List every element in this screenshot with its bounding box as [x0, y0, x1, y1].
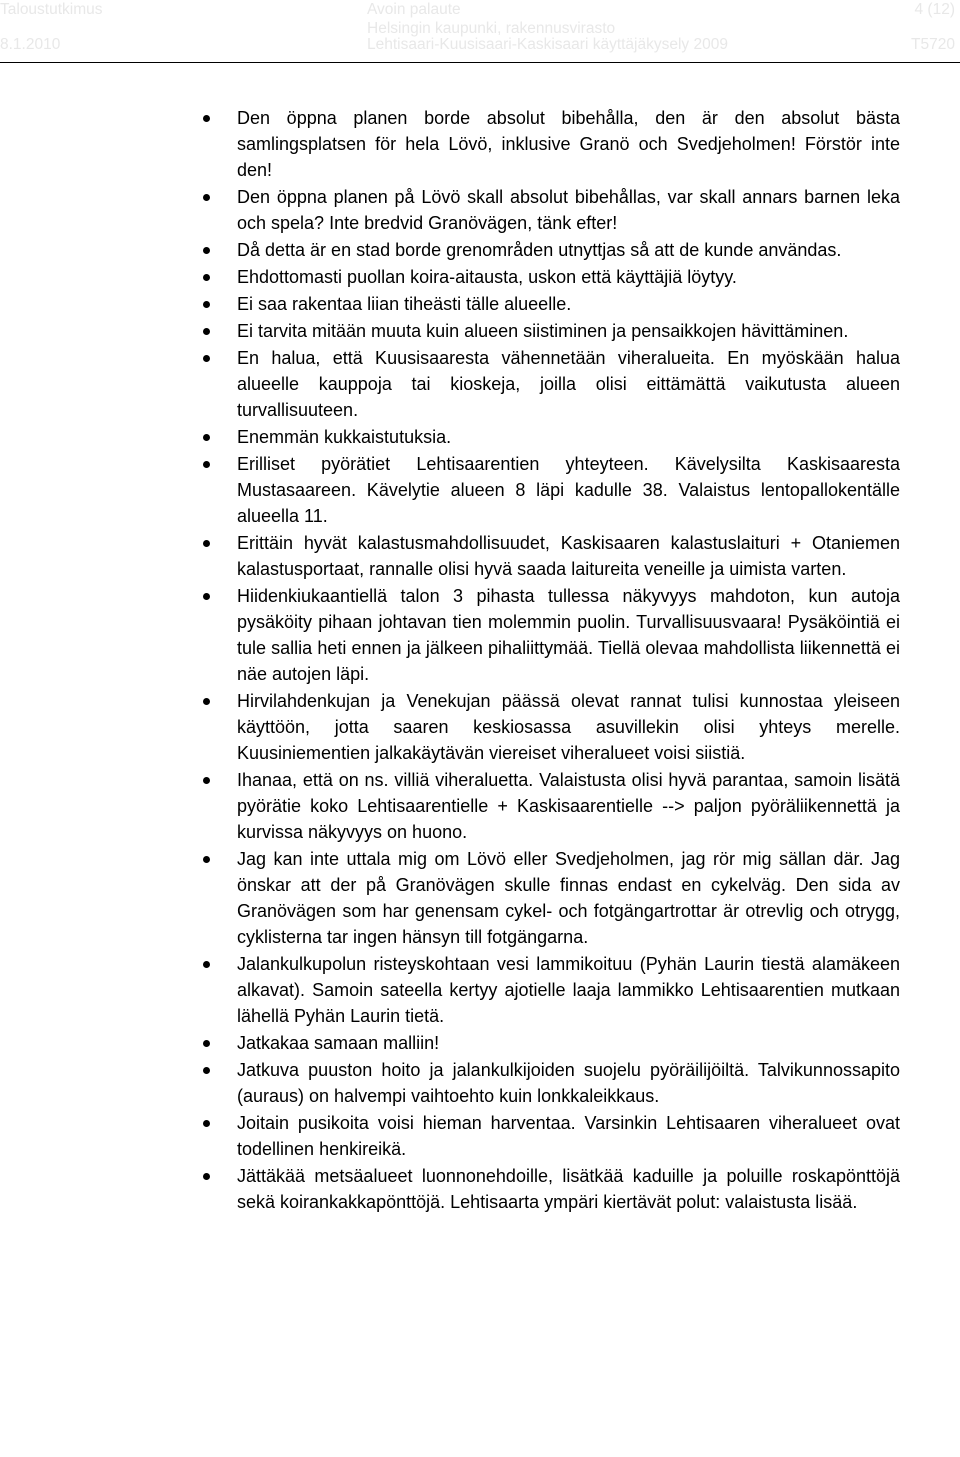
bullet-icon	[203, 355, 210, 362]
list-item-text: En halua, että Kuusisaaresta vähennetään viheralueita. En myöskään halua alueelle kauppoja tai kioskeja, joilla olisi eittämättä vaikutusta alueen turvallisuuteen.	[237, 348, 900, 420]
bullet-icon	[203, 461, 210, 468]
bullet-icon	[203, 247, 210, 254]
list-item-text: Ehdottomasti puollan koira-aitausta, uskon että käyttäjiä löytyy.	[237, 267, 737, 287]
list-item-text: Jatkuva puuston hoito ja jalankulkijoiden suojelu pyöräilijöiltä. Talvikunnossapito (auraus) on halvempi vaihtoehto kuin lonkkaleikkaus.	[237, 1060, 900, 1106]
header-survey-name: Lehtisaari-Kuusisaari-Kaskisaari käyttäjäkysely 2009	[367, 36, 728, 53]
list-item-text: Jag kan inte uttala mig om Lövö eller Svedjeholmen, jag rör mig sällan där. Jag önskar att der på Granövägen skulle finnas endast en cykelväg. Den sida av Granövägen som har genensam cykel- och fotgängartrottar är otrevlig och otrygg, cyklisterna tar ingen hänsyn till fotgängarna.	[237, 849, 900, 947]
feedback-content	[200, 105, 900, 1216]
list-item	[200, 424, 900, 450]
header-section-title: Avoin palaute	[367, 1, 461, 18]
header-date: 8.1.2010	[0, 36, 61, 53]
list-item	[200, 291, 900, 317]
bullet-icon	[203, 194, 210, 201]
list-item-text: Enemmän kukkaistutuksia.	[237, 427, 452, 447]
bullet-icon	[203, 777, 210, 784]
bullet-icon	[203, 593, 210, 600]
bullet-icon	[203, 698, 210, 705]
list-item-text: Ihanaa, että on ns. villiä viheraluetta. Valaistusta olisi hyvä parantaa, samoin lisätä pyörätie koko Lehtisaarentielle + Kaskisaarentielle --> paljon pyöräliikennettä ja kurvissa näkyvyys on huono.	[237, 770, 900, 842]
list-item-text: Den öppna planen borde absolut bibehålla, den är den absolut bästa samlingsplatsen för hela Lövö, inklusive Granö och Svedjeholmen! Förstör inte den!	[237, 108, 900, 180]
header-middle	[367, 0, 728, 53]
list-item	[200, 318, 900, 344]
list-item-text: Erittäin hyvät kalastusmahdollisuudet, Kaskisaaren kalastuslaituri + Otaniemen kalastusportaat, rannalle olisi hyvä saada laitureita veneille ja uimista varten.	[237, 533, 900, 579]
bullet-icon	[203, 1173, 210, 1180]
bullet-icon	[203, 115, 210, 122]
header-company: Taloustutkimus	[0, 1, 103, 18]
list-item	[200, 1163, 900, 1215]
bullet-icon	[203, 274, 210, 281]
bullet-icon	[203, 434, 210, 441]
header-project-code: T5720	[911, 36, 955, 53]
list-item	[200, 530, 900, 582]
header-right	[911, 0, 956, 53]
list-item	[200, 583, 900, 687]
list-item-text: Den öppna planen på Lövö skall absolut bibehållas, var skall annars barnen leka och spela? Inte bredvid Granövägen, tänk efter!	[237, 187, 900, 233]
list-item-text: Jättäkää metsäalueet luonnonehdoille, lisätkää kaduille ja poluille roskapönttöjä sekä koirankakkapönttöjä. Lehtisaarta ympäri kiertävät polut: valaistusta lisää.	[237, 1166, 900, 1212]
list-item	[200, 846, 900, 950]
header-left	[0, 0, 103, 53]
list-item	[200, 1057, 900, 1109]
list-item	[200, 451, 900, 529]
list-item	[200, 264, 900, 290]
feedback-list	[200, 105, 900, 1215]
bullet-icon	[203, 856, 210, 863]
list-item-text: Erilliset pyörätiet Lehtisaarentien yhteyteen. Kävelysilta Kaskisaaresta Mustasaareen. Kävelytie alueen 8 läpi kadulle 38. Valaistus lentopallokentälle alueella 11.	[237, 454, 900, 526]
list-item-text: Joitain pusikoita voisi hieman harventaa. Varsinkin Lehtisaaren viheralueet ovat todellinen henkireikä.	[237, 1113, 900, 1159]
page-header	[0, 0, 960, 63]
list-item-text: Jatkakaa samaan malliin!	[237, 1033, 440, 1053]
list-item-text: Ei tarvita mitään muuta kuin alueen siistiminen ja pensaikkojen hävittäminen.	[237, 321, 849, 341]
list-item-text: Ei saa rakentaa liian tiheästi tälle alueelle.	[237, 294, 572, 314]
bullet-icon	[203, 328, 210, 335]
list-item	[200, 951, 900, 1029]
bullet-icon	[203, 1067, 210, 1074]
list-item	[200, 345, 900, 423]
header-client: Helsingin kaupunki, rakennusvirasto	[367, 20, 616, 37]
list-item-text: Hirvilahdenkujan ja Venekujan päässä olevat rannat tulisi kunnostaa yleiseen käyttöön, jotta saaren keskiosassa asuvillekin olisi yhteys merelle. Kuusiniementien jalkakäytävän viereiset viheralueet voisi siistiä.	[237, 691, 900, 763]
list-item	[200, 688, 900, 766]
bullet-icon	[203, 1120, 210, 1127]
list-item	[200, 1110, 900, 1162]
list-item-text: Då detta är en stad borde grenområden utnyttjas så att de kunde användas.	[237, 240, 842, 260]
bullet-icon	[203, 540, 210, 547]
list-item-text: Jalankulkupolun risteyskohtaan vesi lammikoituu (Pyhän Laurin tiestä alamäkeen alkavat). Samoin sateella kertyy ajotielle laaja lammikko Lehtisaarentien mutkaan lähellä Pyhän Laurin tietä.	[237, 954, 900, 1026]
header-page-number: 4 (12)	[914, 1, 955, 18]
bullet-icon	[203, 301, 210, 308]
list-item	[200, 184, 900, 236]
list-item	[200, 105, 900, 183]
bullet-icon	[203, 961, 210, 968]
list-item	[200, 237, 900, 263]
list-item	[200, 767, 900, 845]
list-item-text: Hiidenkiukaantiellä talon 3 pihasta tullessa näkyvyys mahdoton, kun autoja pysäköity pihaan johtavan tien molemmin puolin. Turvallisuusvaara! Pysäköintiä ei tule sallia heti ennen ja jälkeen pihaliittymää. Tiellä olevaa mahdollista liikennettä ei näe autojen läpi.	[237, 586, 900, 684]
list-item	[200, 1030, 900, 1056]
bullet-icon	[203, 1040, 210, 1047]
